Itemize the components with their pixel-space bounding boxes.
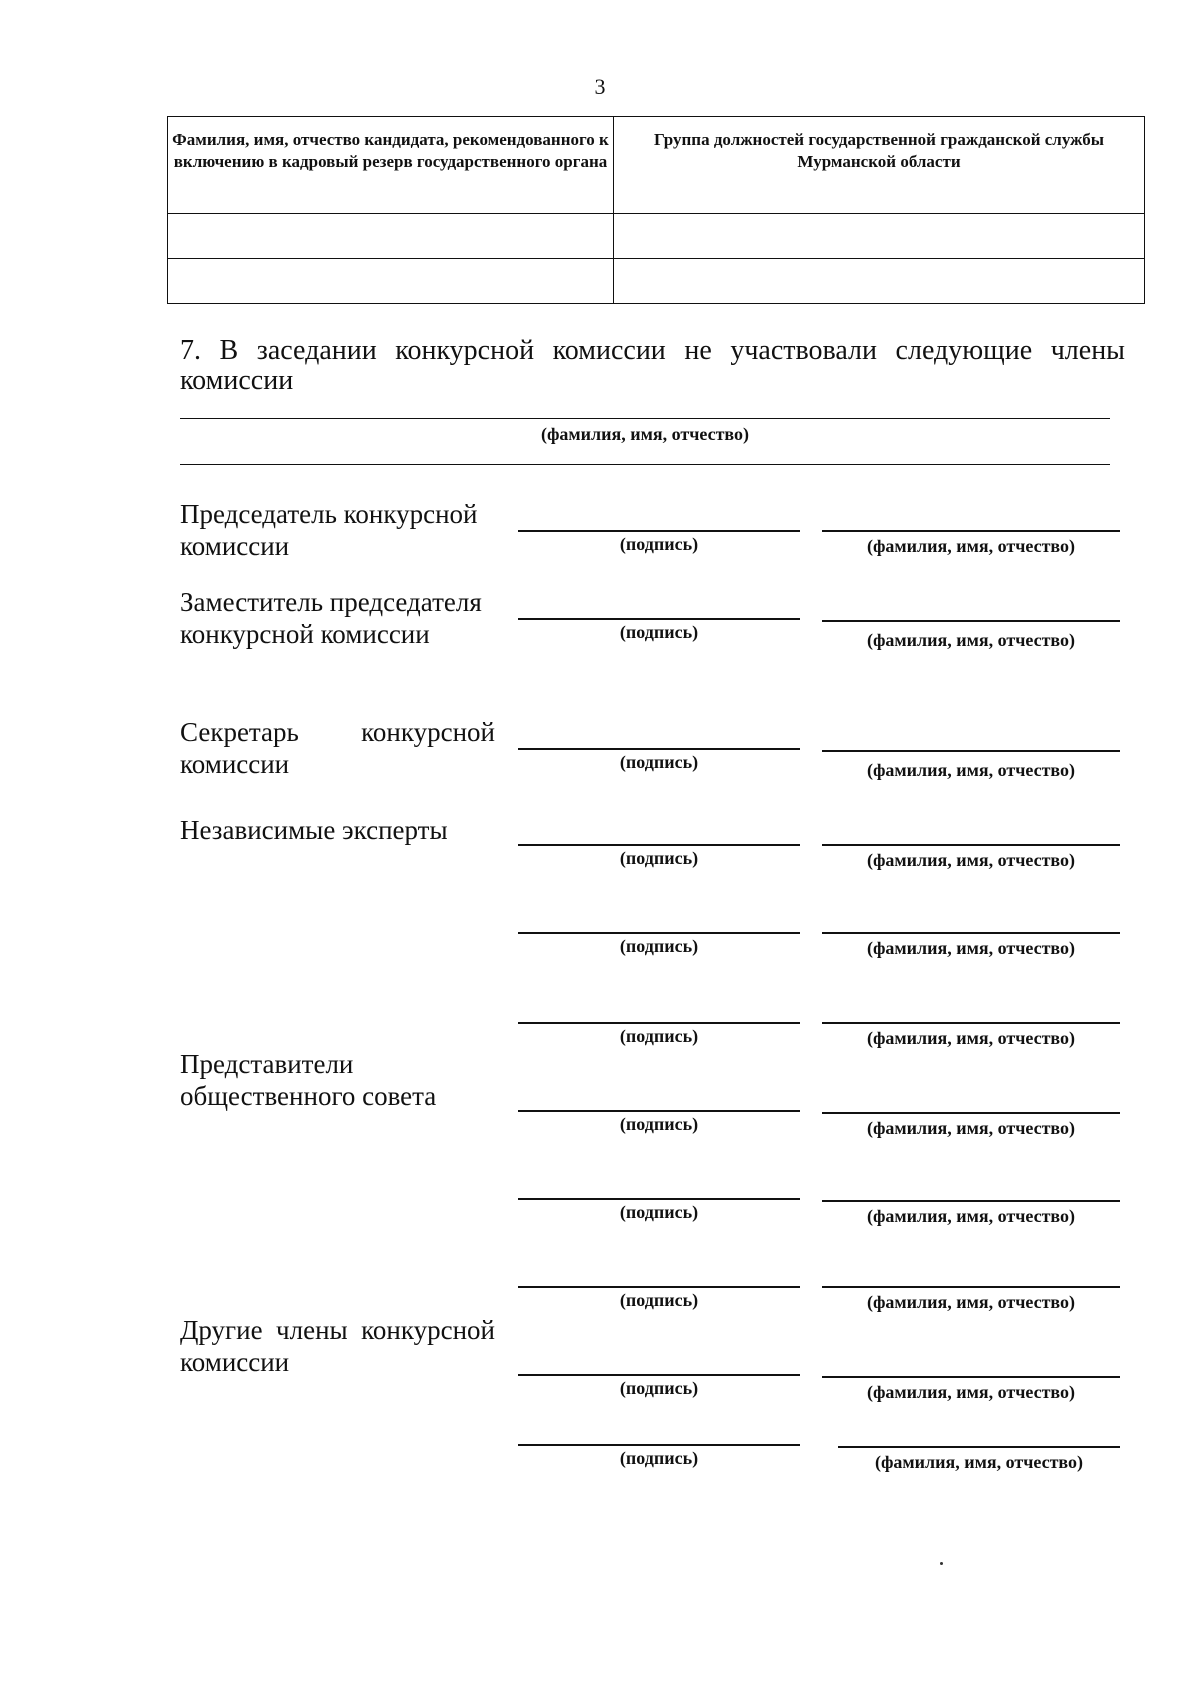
deputy-name-line[interactable] xyxy=(822,620,1120,622)
signature-caption: (подпись) xyxy=(619,1448,699,1468)
member-1-name-line[interactable] xyxy=(822,1376,1120,1378)
expert-3-signature-line[interactable] xyxy=(518,1022,800,1024)
signature-caption: (подпись) xyxy=(619,1114,699,1134)
signature-caption: (подпись) xyxy=(619,936,699,956)
signature-caption: (подпись) xyxy=(619,1026,699,1046)
table-cell[interactable] xyxy=(168,214,614,259)
table-header-row xyxy=(168,117,1145,214)
expert-1-name-line[interactable] xyxy=(822,844,1120,846)
signature-caption: (подпись) xyxy=(619,1290,699,1310)
council-2-signature-line[interactable] xyxy=(518,1198,800,1200)
name-caption: (фамилия, имя, отчество) xyxy=(866,760,1076,780)
expert-3-name-line[interactable] xyxy=(822,1022,1120,1024)
signature-caption: (подпись) xyxy=(619,848,699,868)
absent-members-line-1[interactable] xyxy=(180,418,1110,419)
signature-caption: (подпись) xyxy=(619,1378,699,1398)
signature-caption: (подпись) xyxy=(619,534,699,554)
table-row xyxy=(168,259,1145,304)
stray-dot xyxy=(940,1562,943,1565)
role-chairman: Председатель конкурсной комиссии xyxy=(180,499,478,561)
absent-members-caption: (фамилия, имя, отчество) xyxy=(540,424,750,444)
council-2-name-line[interactable] xyxy=(822,1200,1120,1202)
member-2-name-line[interactable] xyxy=(838,1446,1120,1448)
absent-members-line-2[interactable] xyxy=(180,464,1110,465)
member-2-signature-line[interactable] xyxy=(518,1444,800,1446)
role-secretary: Секретарь конкурсной комиссии xyxy=(180,717,495,779)
name-caption: (фамилия, имя, отчество) xyxy=(866,1206,1076,1226)
table-cell[interactable] xyxy=(614,214,1145,259)
name-caption: (фамилия, имя, отчество) xyxy=(874,1452,1084,1472)
name-caption: (фамилия, имя, отчество) xyxy=(866,1118,1076,1138)
role-deputy: Заместитель председателя конкурсной комиссии xyxy=(180,587,482,649)
secretary-name-line[interactable] xyxy=(822,750,1120,752)
table-cell[interactable] xyxy=(614,259,1145,304)
council-1-name-line[interactable] xyxy=(822,1112,1120,1114)
name-caption: (фамилия, имя, отчество) xyxy=(866,630,1076,650)
name-caption: (фамилия, имя, отчество) xyxy=(866,1382,1076,1402)
role-other-members: Другие члены конкурсной комиссии xyxy=(180,1315,495,1377)
section-7-text: 7. В заседании конкурсной комиссии не участвовали следующие члены комиссии xyxy=(180,335,1125,396)
signature-caption: (подпись) xyxy=(619,752,699,772)
member-1-signature-line[interactable] xyxy=(518,1374,800,1376)
name-caption: (фамилия, имя, отчество) xyxy=(866,536,1076,556)
name-caption: (фамилия, имя, отчество) xyxy=(866,938,1076,958)
council-3-signature-line[interactable] xyxy=(518,1286,800,1288)
deputy-signature-line[interactable] xyxy=(518,618,800,620)
candidate-table xyxy=(167,116,1145,304)
council-3-name-line[interactable] xyxy=(822,1286,1120,1288)
table-row xyxy=(168,214,1145,259)
header-position-group: Группа должностей государственной гражданской службы Мурманской области xyxy=(614,117,1145,214)
role-experts: Независимые эксперты xyxy=(180,815,448,845)
signature-caption: (подпись) xyxy=(619,1202,699,1222)
name-caption: (фамилия, имя, отчество) xyxy=(866,850,1076,870)
role-public-council: Представители общественного совета xyxy=(180,1049,437,1111)
name-caption: (фамилия, имя, отчество) xyxy=(866,1292,1076,1312)
expert-2-signature-line[interactable] xyxy=(518,932,800,934)
header-candidate-name: Фамилия, имя, отчество кандидата, рекомендованного к включению в кадровый резерв государственного органа xyxy=(168,117,614,214)
council-1-signature-line[interactable] xyxy=(518,1110,800,1112)
table-cell[interactable] xyxy=(168,259,614,304)
page-number: 3 xyxy=(594,74,606,99)
name-caption: (фамилия, имя, отчество) xyxy=(866,1028,1076,1048)
secretary-signature-line[interactable] xyxy=(518,748,800,750)
chairman-signature-line[interactable] xyxy=(518,530,800,532)
expert-2-name-line[interactable] xyxy=(822,932,1120,934)
chairman-name-line[interactable] xyxy=(822,530,1120,532)
signature-caption: (подпись) xyxy=(619,622,699,642)
expert-1-signature-line[interactable] xyxy=(518,844,800,846)
